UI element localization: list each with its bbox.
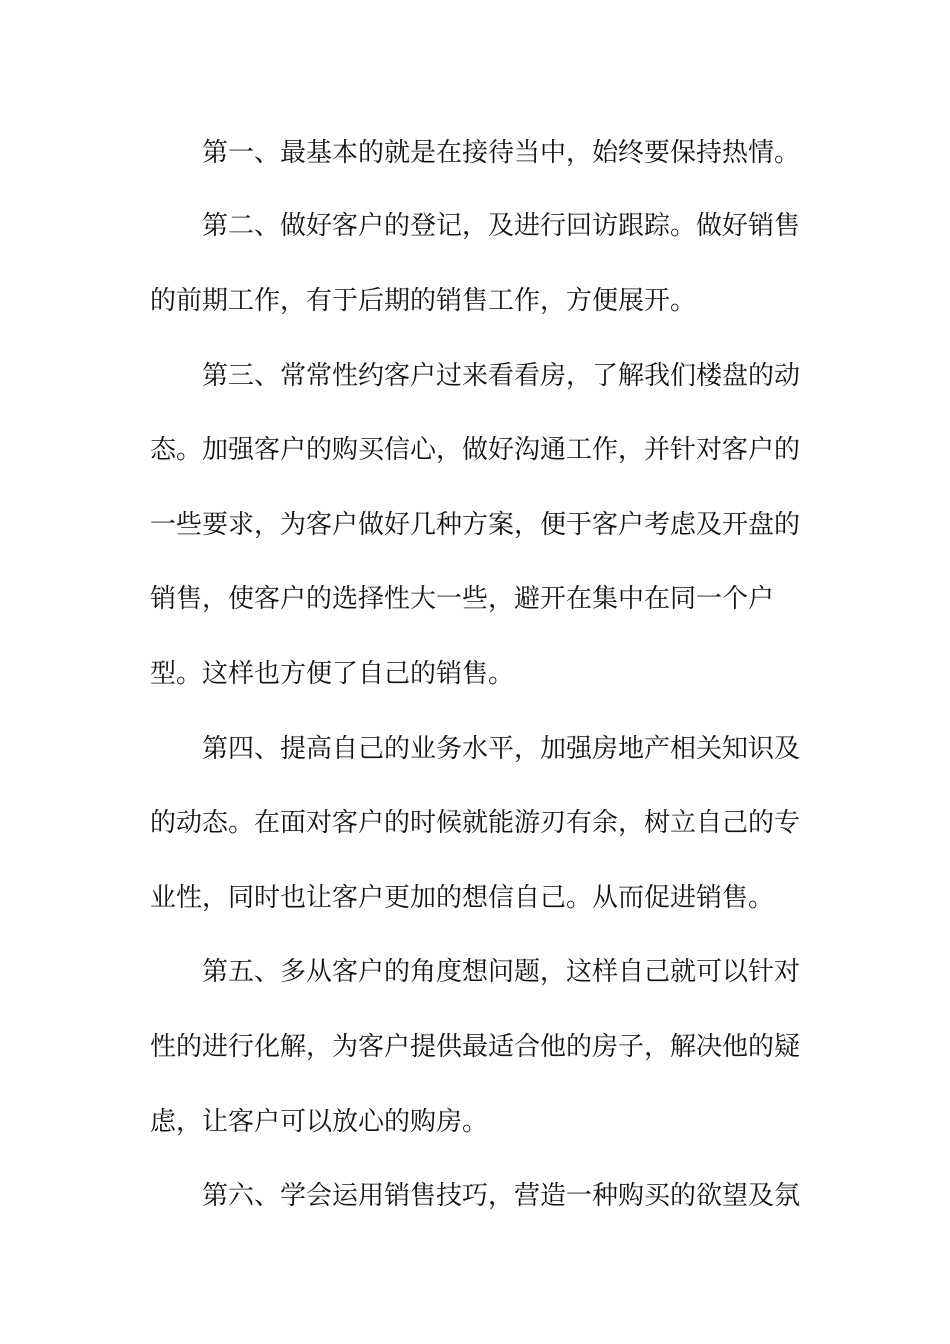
paragraph-4-line-2: 的动态。在面对客户的时候就能游刃有余，树立自己的专 xyxy=(150,808,801,838)
paragraph-3-line-4: 销售，使客户的选择性大一些，避开在集中在同一个户 xyxy=(150,584,775,614)
paragraph-3-line-2: 态。加强客户的购买信心，做好沟通工作，并针对客户的 xyxy=(150,435,801,465)
paragraph-2-line-2: 的前期工作，有于后期的销售工作，方便展开。 xyxy=(150,286,697,316)
paragraph-3-line-5: 型。这样也方便了自己的销售。 xyxy=(150,659,515,689)
paragraph-5-line-3: 虑，让客户可以放心的购房。 xyxy=(150,1107,489,1137)
paragraph-1-line-1: 第一、最基本的就是在接待当中，始终要保持热情。 xyxy=(202,138,801,168)
paragraph-3-line-3: 一些要求，为客户做好几种方案，便于客户考虑及开盘的 xyxy=(150,510,801,540)
paragraph-6-line-1: 第六、学会运用销售技巧，营造一种购买的欲望及氛 xyxy=(202,1181,801,1211)
paragraph-2-line-1: 第二、做好客户的登记，及进行回访跟踪。做好销售 xyxy=(202,211,801,241)
paragraph-4-line-3: 业性，同时也让客户更加的想信自己。从而促进销售。 xyxy=(150,883,775,913)
paragraph-5-line-1: 第五、多从客户的角度想问题，这样自己就可以针对 xyxy=(202,957,801,987)
paragraph-5-line-2: 性的进行化解，为客户提供最适合他的房子，解决他的疑 xyxy=(150,1032,801,1062)
paragraph-3-line-1: 第三、常常性约客户过来看看房，了解我们楼盘的动 xyxy=(202,361,801,391)
paragraph-4-line-1: 第四、提高自己的业务水平，加强房地产相关知识及 xyxy=(202,734,801,764)
